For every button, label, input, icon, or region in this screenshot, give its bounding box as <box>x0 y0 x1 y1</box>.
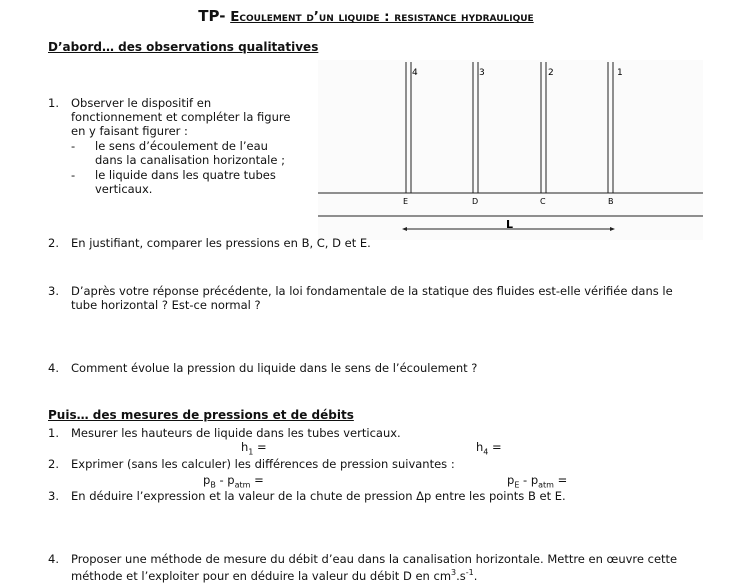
h4-blank: $h_4$ = <box>476 440 502 457</box>
question-number: 2. <box>48 457 59 471</box>
section-heading-measures: Puis… des mesures de pressions et de débits <box>48 408 354 422</box>
question-3-text: D’après votre réponse précédente, la loi fondamentale de la statique des fluides est-elle vérifiée dans le tube horizontal ? Est-ce normal ? <box>71 284 673 312</box>
tube-label: 2 <box>548 68 554 78</box>
pB-difference: $p_B - p_{atm}$ = <box>203 473 264 490</box>
question-4-measure-text: Proposer une méthode de mesure du débit d’eau dans la canalisation horizontale. Mettre en œuvre cette méthode et l’exploiter pour en déduire la valeur du débit D en $cm^3.s^{-1}$. <box>71 552 678 583</box>
tube-label: 3 <box>479 68 485 78</box>
question-4-text: Comment évolue la pression du liquide dans le sens de l’écoulement ? <box>71 361 478 375</box>
tube-label: 1 <box>617 68 623 78</box>
point-label: C <box>540 197 546 206</box>
question-2-measure-text: Exprimer (sans les calculer) les différences de pression suivantes : <box>71 457 455 471</box>
question-number: 2. <box>48 236 59 250</box>
question-number: 3. <box>48 284 59 298</box>
question-3-measure-text: En déduire l’expression et la valeur de la chute de pression Δp entre les points B et E. <box>71 489 566 503</box>
question-2-text: En justifiant, comparer les pressions en B, C, D et E. <box>71 236 371 250</box>
question-number: 4. <box>48 552 59 566</box>
question-number: 4. <box>48 361 59 375</box>
question-number: 1. <box>48 96 59 110</box>
h1-blank: $h_1$ = <box>241 440 267 457</box>
title-text: Ecoulement d’un liquide : resistance hydraulique <box>230 9 534 25</box>
point-label: E <box>403 197 409 206</box>
pE-difference: $p_E - p_{atm}$ = <box>507 473 568 490</box>
bullet-dash: - <box>71 168 76 182</box>
bullet-1-text: le sens d’écoulement de l’eau dans la canalisation horizontale ; <box>95 139 285 167</box>
point-label: D <box>472 197 479 206</box>
apparatus-figure <box>318 60 703 240</box>
question-number: 1. <box>48 426 59 440</box>
section-heading-qualitative: D’abord… des observations qualitatives <box>48 40 319 54</box>
bullet-dash: - <box>71 139 76 153</box>
point-label: B <box>608 197 614 206</box>
apparatus-diagram <box>318 60 703 240</box>
length-label: L <box>506 218 514 231</box>
bullet-2-text: le liquide dans les quatre tubes verticaux. <box>95 168 276 196</box>
question-1-text: Observer le dispositif en fonctionnement et compléter la figure en y faisant figurer : <box>71 96 291 138</box>
page-title <box>0 7 732 25</box>
title-prefix: TP- <box>198 7 226 25</box>
question-1-measure-text: Mesurer les hauteurs de liquide dans les tubes verticaux. <box>71 426 401 440</box>
question-number: 3. <box>48 489 59 503</box>
tube-label: 4 <box>412 68 418 78</box>
